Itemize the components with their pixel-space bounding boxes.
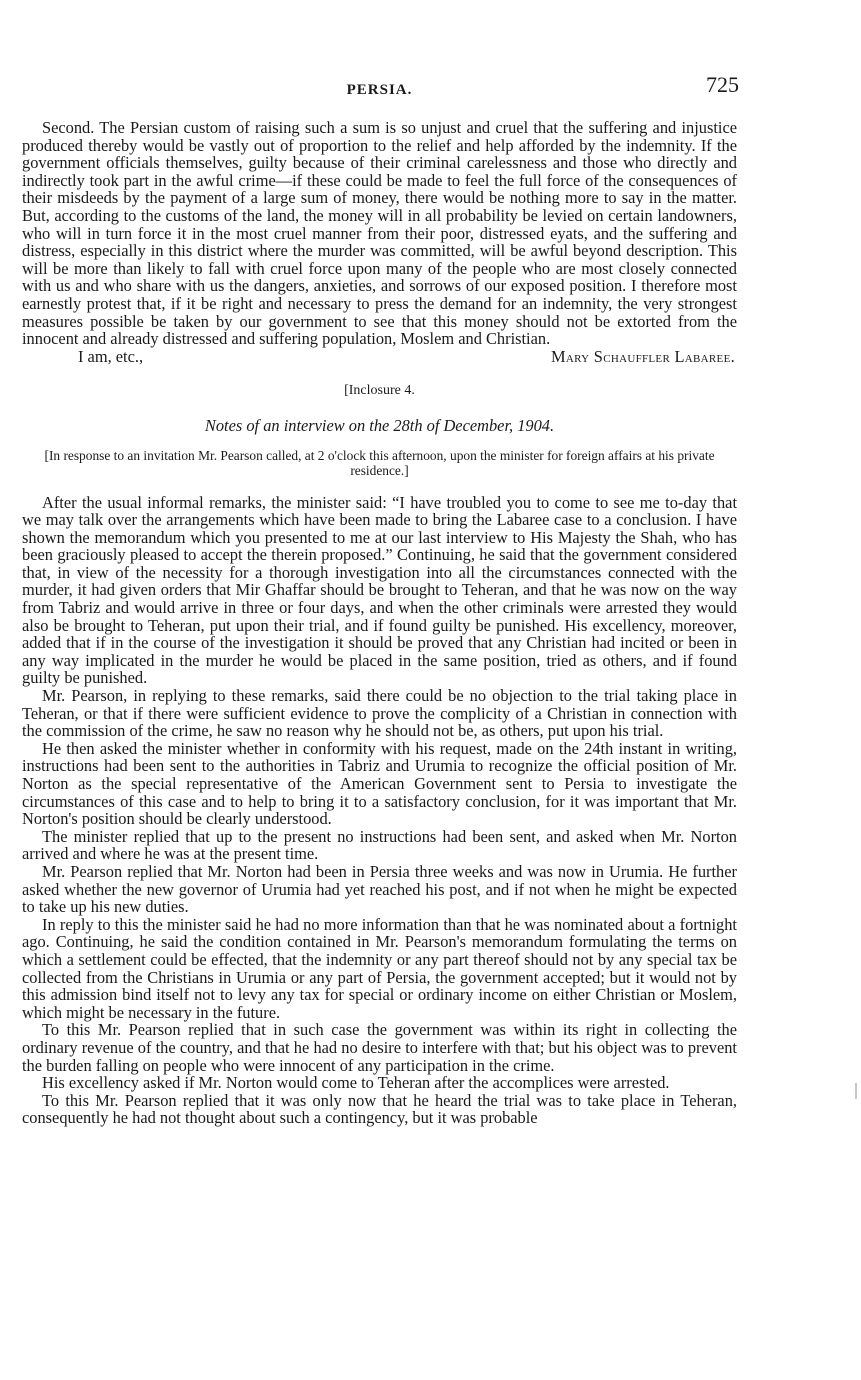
interview-paragraph: To this Mr. Pearson replied that it was only now that he heard the trial was to take place in Teheran, consequently he had not thought about such a contingency, but it was probable	[22, 1090, 737, 1128]
interview-paragraph: The minister replied that up to the present no instructions had been sent, and asked when Mr. Norton arrived and where he was at the present time.	[22, 826, 737, 864]
bracketed-note: [In response to an invitation Mr. Pearson called, at 2 o'clock this afternoon, upon the minister for foreign affairs at his private residence.]	[44, 447, 715, 478]
running-head	[22, 0, 739, 98]
interview-paragraph: After the usual informal remarks, the minister said: “I have troubled you to come to see me to-day that we may talk over the arrangements which have been made to bring the Labaree case to a conclusion. I have shown the memorandum which you presented to me at our last interview to His Majesty the Shah, who has been graciously pleased to accept the therein proposed.” Continuing, he said that the government considered that, in view of the necessity for a thorough investigation into all the circumstances connected with the murder, it had given orders that Mir Ghaffar should be brought to Teheran, and that he was now on the way from Tabriz and would arrive in three or four days, and when the other criminals were arrested they would also be brought to Teheran, put upon their trial, and if found guilty be punished. His excellency, moreover, added that if in the course of the investigation it should be proved that any Christian had incited or been in any way implicated in the murder he would be placed in the same position, tried as others, and if found guilty be punished.	[22, 492, 737, 688]
interview-paragraph: To this Mr. Pearson replied that in such case the government was within its right in collecting the ordinary revenue of the country, and that he had no desire to interfere with that; but his object was to prevent the burden falling on people who were innocent of any participation in the crime.	[22, 1020, 737, 1075]
inclosure-label: [Inclosure 4.	[344, 383, 415, 399]
interview-notes	[22, 494, 737, 1127]
interview-paragraph: In reply to this the minister said he had no more information than that he was nominated about a fortnight ago. Continuing, he said the condition contained in Mr. Pearson's memorandum formulating the terms on which a settlement could be effected, that the indemnity or any part thereof should not by any special tax be collected from the Christians in Urumia or any part of Persia, the government accepted; but it would not by this admission bind itself not to levy any tax for special or ordinary income on either Christian or Moslem, which might be necessary in the future.	[22, 914, 737, 1022]
notes-title: Notes of an interview on the 28th of December, 1904.	[204, 415, 555, 435]
running-title: PERSIA.	[346, 82, 413, 98]
document-page	[22, 0, 739, 1128]
signature-line	[22, 348, 737, 366]
interview-paragraph: His excellency asked if Mr. Norton would come to Teheran after the accomplices were arrested.	[42, 1073, 670, 1093]
closing: I am, etc.,	[78, 346, 144, 366]
interview-paragraph: Mr. Pearson replied that Mr. Norton had been in Persia three weeks and was now in Urumia. He further asked whether the new governor of Urumia had yet reached his post, and if not when he might be expected to take up his new duties.	[22, 861, 737, 917]
body-text	[22, 119, 737, 1127]
interview-paragraph: Mr. Pearson, in replying to these remarks, said there could be no objection to the trial taking place in Teheran, or that if there were sufficient evidence to prove the complicity of a Christian in connection with the commission of the crime, he saw no reason why he should not be, as others, put upon his trial.	[22, 686, 737, 741]
interview-paragraph: He then asked the minister whether in conformity with his request, made on the 24th instant in writing, instructions had been sent to the authorities in Tabriz and Urumia to recognize the official position of Mr. Norton as the special representative of the American Government sent to Persia to investigate the circumstances of this case and to help to bring it to a satisfactory conclusion, for it was important that Mr. Norton's position should be clearly understood.	[22, 738, 737, 829]
signature-name: Mary Schauffler Labaree.	[551, 346, 735, 366]
page-number: 725	[706, 72, 739, 97]
margin-mark	[855, 1083, 857, 1099]
letter-paragraph: Second. The Persian custom of raising such a sum is so unjust and cruel that the suffering and injustice produced thereby would be vastly out of proportion to the relief and help afforded by the indemnity. If the government officials themselves, guilty because of their criminal carelessness and those who directly and indirectly took part in the awful crime—if these could be made to feel the full force of the consequences of their misdeeds by the payment of a large sum of money, there would be nothing more to say in the matter. But, according to the customs of the land, the money will in all probability be levied on certain landowners, who will in turn force it in the most cruel manner from their poor, distressed eyats, and the suffering and distress, especially in this district where the murder was committed, will be awful beyond description. This will be more than likely to fall with cruel force upon many of the people who are most closely connected with us and who share with us the dangers, anxieties, and sorrows of our exposed position. I therefore most earnestly protest that, if it be right and necessary to press the demand for an indemnity, the very strongest measures possible be taken by our government to see that this money should not be extorted from the innocent and already distressed and suffering population, Moslem and Christian.	[22, 118, 737, 349]
